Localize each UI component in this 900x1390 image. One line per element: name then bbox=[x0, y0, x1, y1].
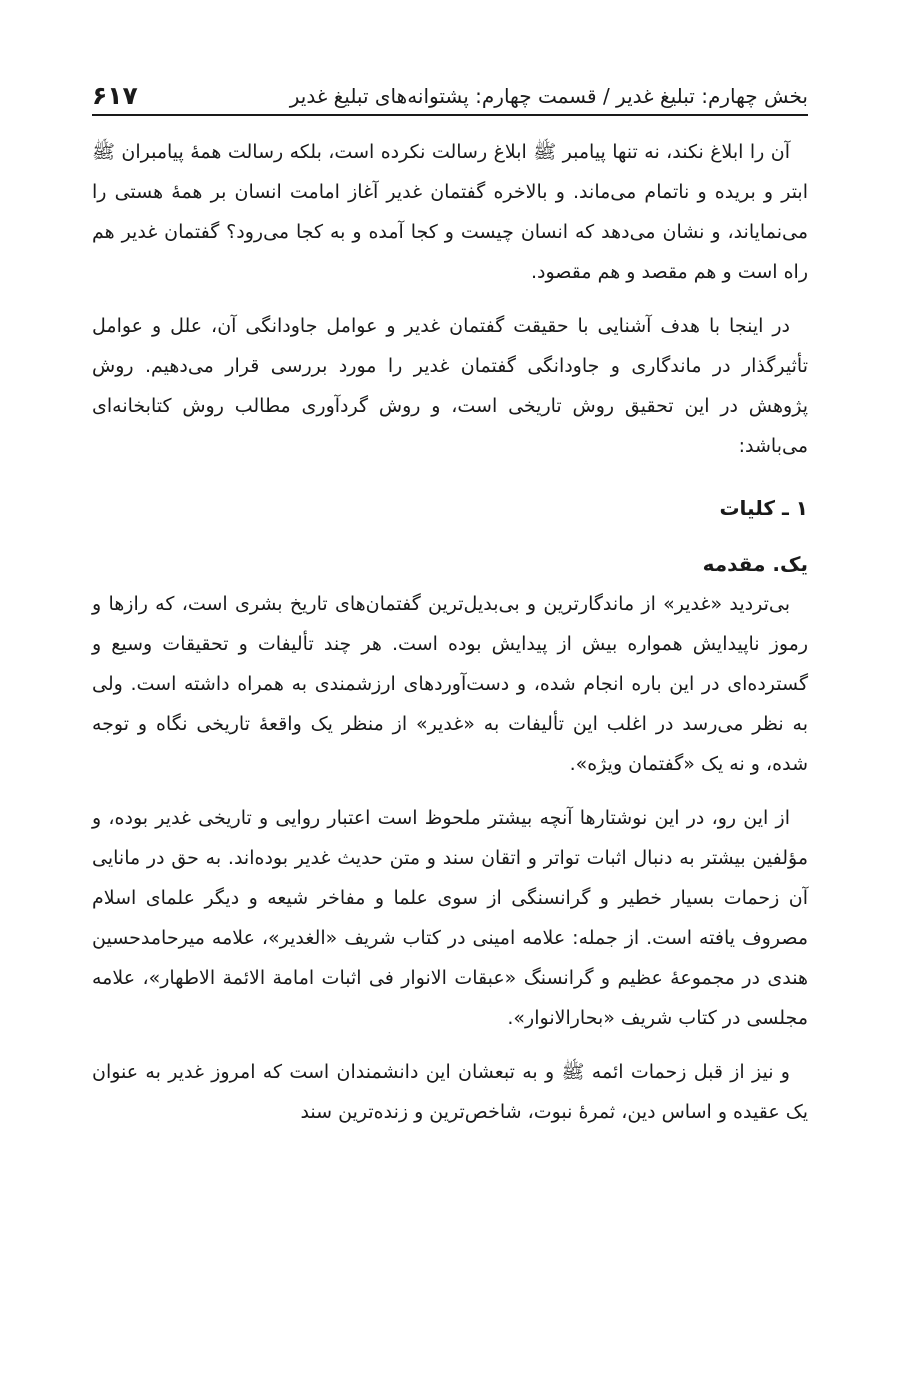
section-heading: ۱ ـ کلیات bbox=[719, 496, 808, 520]
paragraph: و نیز از قبل زحمات ائمه ﷺ و به تبعشان این دانشمندان است که امروز غدیر به عنوان یک عقیده و اساس دین، ثمرهٔ نبوت، شاخص‌ترین و زنده‌ترین سند bbox=[92, 1061, 808, 1123]
paragraph: از این رو، در این نوشتارها آنچه بیشتر ملحوظ است اعتبار روایی و تاریخی غدیر بوده، و مؤلفین بیشتر به دنبال اثبات تواتر و اتقان سند و متن حدیث غدیر بوده‌اند. به حق در مانایی آن زحمات بسیار خطیر و گرانسنگی از سوی علما و مفاخر شیعه و دیگر علمای اسلام مصروف یافته است. از جمله: علامه امینی در کتاب شریف «الغدیر»، علامه میرحامدحسین هندی در مجموعهٔ عظیم و گرانسنگ «عبقات الانوار فی اثبات امامة الائمة الاطهار»، علامه مجلسی در کتاب شریف «بحارالانوار». bbox=[92, 807, 808, 1029]
paragraph: در اینجا با هدف آشنایی با حقیقت گفتمان غدیر و عوامل جاودانگی آن، علل و عوامل تأثیرگذار در ماندگاری و جاودانگی گفتمان غدیر را مورد بررسی قرار می‌دهیم. روش پژوهش در این تحقیق روش تاریخی است، و روش گردآوری مطالب روش کتابخانه‌ای می‌باشد: bbox=[92, 315, 808, 457]
subsection-heading: یک. مقدمه bbox=[702, 552, 808, 576]
book-page bbox=[92, 60, 808, 1132]
running-title: بخش چهارم: تبلیغ غدیر / قسمت چهارم: پشتوانه‌های تبلیغ غدیر bbox=[289, 84, 808, 108]
page-number: ۶۱۷ bbox=[92, 81, 138, 110]
paragraph: بی‌تردید «غدیر» از ماندگارترین و بی‌بدیل‌ترین گفتمان‌های تاریخ بشری است، که رازها و رموز ناپیدایش همواره بیش از پیدایش بوده است. هر چند تألیفات و تحقیقات وسیع و گسترده‌ای در این باره انجام شده، و دست‌آوردهای ارزشمندی به همراه داشته است. ولی به نظر می‌رسد در اغلب این تألیفات به «غدیر» از منظر یک واقعهٔ تاریخی نگاه و توجه شده، و نه یک «گفتمان ویژه». bbox=[92, 593, 808, 775]
paragraph: آن را ابلاغ نکند، نه تنها پیامبر ﷺ ابلاغ رسالت نکرده است، بلکه رسالت همهٔ پیامبران ﷺ ابتر و بریده و ناتمام می‌ماند. و بالاخره گفتمان غدیر آغاز امامت انسان بر همهٔ هستی را می‌نمایاند، و نشان می‌دهد که انسان چیست و کجا آمده و به کجا می‌رود؟ گفتمان غدیر هم راه است و هم مقصد و هم مقصود. bbox=[92, 141, 808, 283]
running-header bbox=[92, 60, 808, 116]
